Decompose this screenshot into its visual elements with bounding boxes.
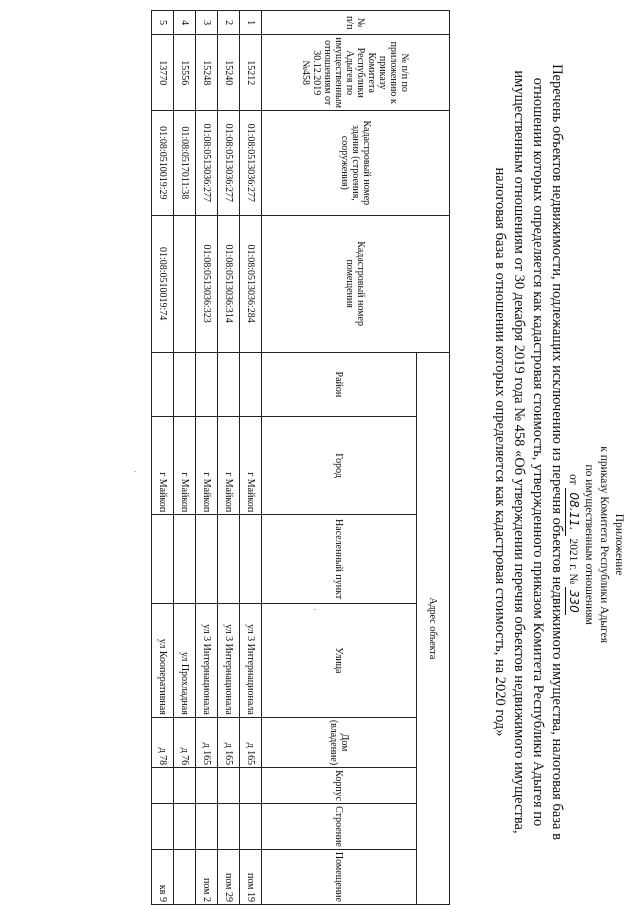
- row-annex-num: 15212: [240, 35, 262, 111]
- row-street: ул Кооперативная: [152, 604, 174, 718]
- row-room: [174, 849, 196, 904]
- row-room: кв 9: [152, 849, 174, 904]
- row-house: д 165: [196, 717, 218, 767]
- row-settlement: [174, 515, 196, 604]
- row-house: д 78: [152, 717, 174, 767]
- annex-line-3: по имущественным отношениям: [583, 464, 595, 625]
- row-room-cadastre: 01:08:0513036:284: [240, 215, 262, 352]
- row-street: ул 3 Интернационала: [218, 604, 240, 718]
- row-annex-num: 15240: [218, 35, 240, 111]
- scan-dot: ·: [130, 470, 140, 473]
- row-house: д 76: [174, 717, 196, 767]
- row-settlement: [218, 515, 240, 604]
- table-row: [218, 11, 240, 905]
- annex-date-line: [565, 446, 581, 643]
- row-annex-num: 15248: [196, 35, 218, 111]
- row-city: г Майкоп: [196, 417, 218, 515]
- table-row: [152, 11, 174, 905]
- row-district: [152, 352, 174, 416]
- row-num: 1: [240, 11, 262, 35]
- row-room-cadastre: 01:08:0513036:323: [196, 215, 218, 352]
- row-korpus: [196, 768, 218, 804]
- header-room: Помещение: [262, 849, 417, 904]
- annex-number: 330: [565, 587, 581, 615]
- row-stroenie: [152, 804, 174, 850]
- row-stroenie: [240, 804, 262, 850]
- row-room-cadastre: 01:08:0513036:314: [218, 215, 240, 352]
- annex-block: [565, 446, 626, 643]
- row-city: г Майкоп: [240, 417, 262, 515]
- header-building: Строение: [262, 804, 417, 850]
- row-num: 3: [196, 11, 218, 35]
- row-num: 2: [218, 11, 240, 35]
- row-building-cadastre: 01:08:0517011:38: [174, 111, 196, 215]
- header-num-in-annex: № п/п по приложению к приказу Комитета Республики Адыгея по имущественным отношениям от 30.12.2019 №458: [262, 35, 450, 111]
- header-settlement: Населенный пункт: [262, 515, 417, 604]
- header-house: Дом (владение): [262, 717, 417, 767]
- table-row: [174, 11, 196, 905]
- row-district: [196, 352, 218, 416]
- row-building-cadastre: 01:08:0513036:277: [240, 111, 262, 215]
- annex-date: 08.11.: [565, 488, 581, 536]
- annex-line-1: Приложение: [613, 513, 625, 576]
- row-stroenie: [196, 804, 218, 850]
- row-annex-num: 15556: [174, 35, 196, 111]
- table-body: [152, 11, 262, 905]
- annex-year: 2021 г. №: [567, 538, 579, 585]
- row-street: ул Прохладная: [174, 604, 196, 718]
- row-building-cadastre: 01:08:0510019:29: [152, 111, 174, 215]
- header-num: № п/п: [262, 11, 450, 35]
- row-building-cadastre: 01:08:0513036:277: [218, 111, 240, 215]
- objects-table: [151, 10, 450, 905]
- row-room-cadastre: [174, 215, 196, 352]
- annex-prefix: от: [567, 474, 579, 485]
- row-room-cadastre: 01:08:0510019:74: [152, 215, 174, 352]
- row-korpus: [174, 768, 196, 804]
- row-city: г Майкоп: [174, 417, 196, 515]
- row-district: [174, 352, 196, 416]
- header-building-cadastre: Кадастровый номер здания (строения, сооружения): [262, 111, 450, 215]
- header-room-cadastre: Кадастровый номер помещения: [262, 215, 450, 352]
- row-num: 5: [152, 11, 174, 35]
- row-stroenie: [218, 804, 240, 850]
- row-street: ул 3 Интернационала: [196, 604, 218, 718]
- row-annex-num: 13770: [152, 35, 174, 111]
- header-district: Район: [262, 352, 417, 416]
- row-korpus: [218, 768, 240, 804]
- table-row: [196, 11, 218, 905]
- header-city: Город: [262, 417, 417, 515]
- header-address: Адрес объекта: [417, 352, 450, 904]
- row-room: пом 19: [240, 849, 262, 904]
- row-korpus: [152, 768, 174, 804]
- header-korpus: Корпус: [262, 768, 417, 804]
- header-row-1: [417, 11, 450, 905]
- row-city: г Майкоп: [218, 417, 240, 515]
- row-street: ул 3 Интернационала: [240, 604, 262, 718]
- annex-line-2: к приказу Комитета Республики Адыгея: [598, 446, 610, 643]
- row-building-cadastre: 01:08:0513036:277: [196, 111, 218, 215]
- row-house: д 165: [218, 717, 240, 767]
- document-title: Перечень объектов недвижимости, подлежащих исключению из перечня объектов недвижимого имущества, налоговая база в отношении которых определяется как кадастровая стоимость, утвержденного приказом Комитета Республики Адыгея по имущественным отношениям от 30 декабря 2019 года № 458 «Об утверждении перечня объектов недвижимого имущества, налоговая база в отношении которых определяется как кадастровая стоимость, на 2020 год»: [492, 64, 565, 840]
- row-settlement: [152, 515, 174, 604]
- table-row: [240, 11, 262, 905]
- row-city: г Майкоп: [152, 417, 174, 515]
- row-settlement: [196, 515, 218, 604]
- row-stroenie: [174, 804, 196, 850]
- row-room: пом 2: [196, 849, 218, 904]
- row-district: [240, 352, 262, 416]
- row-room: пом 29: [218, 849, 240, 904]
- row-settlement: [240, 515, 262, 604]
- header-street: Улица: [262, 604, 417, 718]
- row-korpus: [240, 768, 262, 804]
- row-district: [218, 352, 240, 416]
- row-num: 4: [174, 11, 196, 35]
- row-house: д 165: [240, 717, 262, 767]
- scan-dot: ·: [310, 608, 320, 611]
